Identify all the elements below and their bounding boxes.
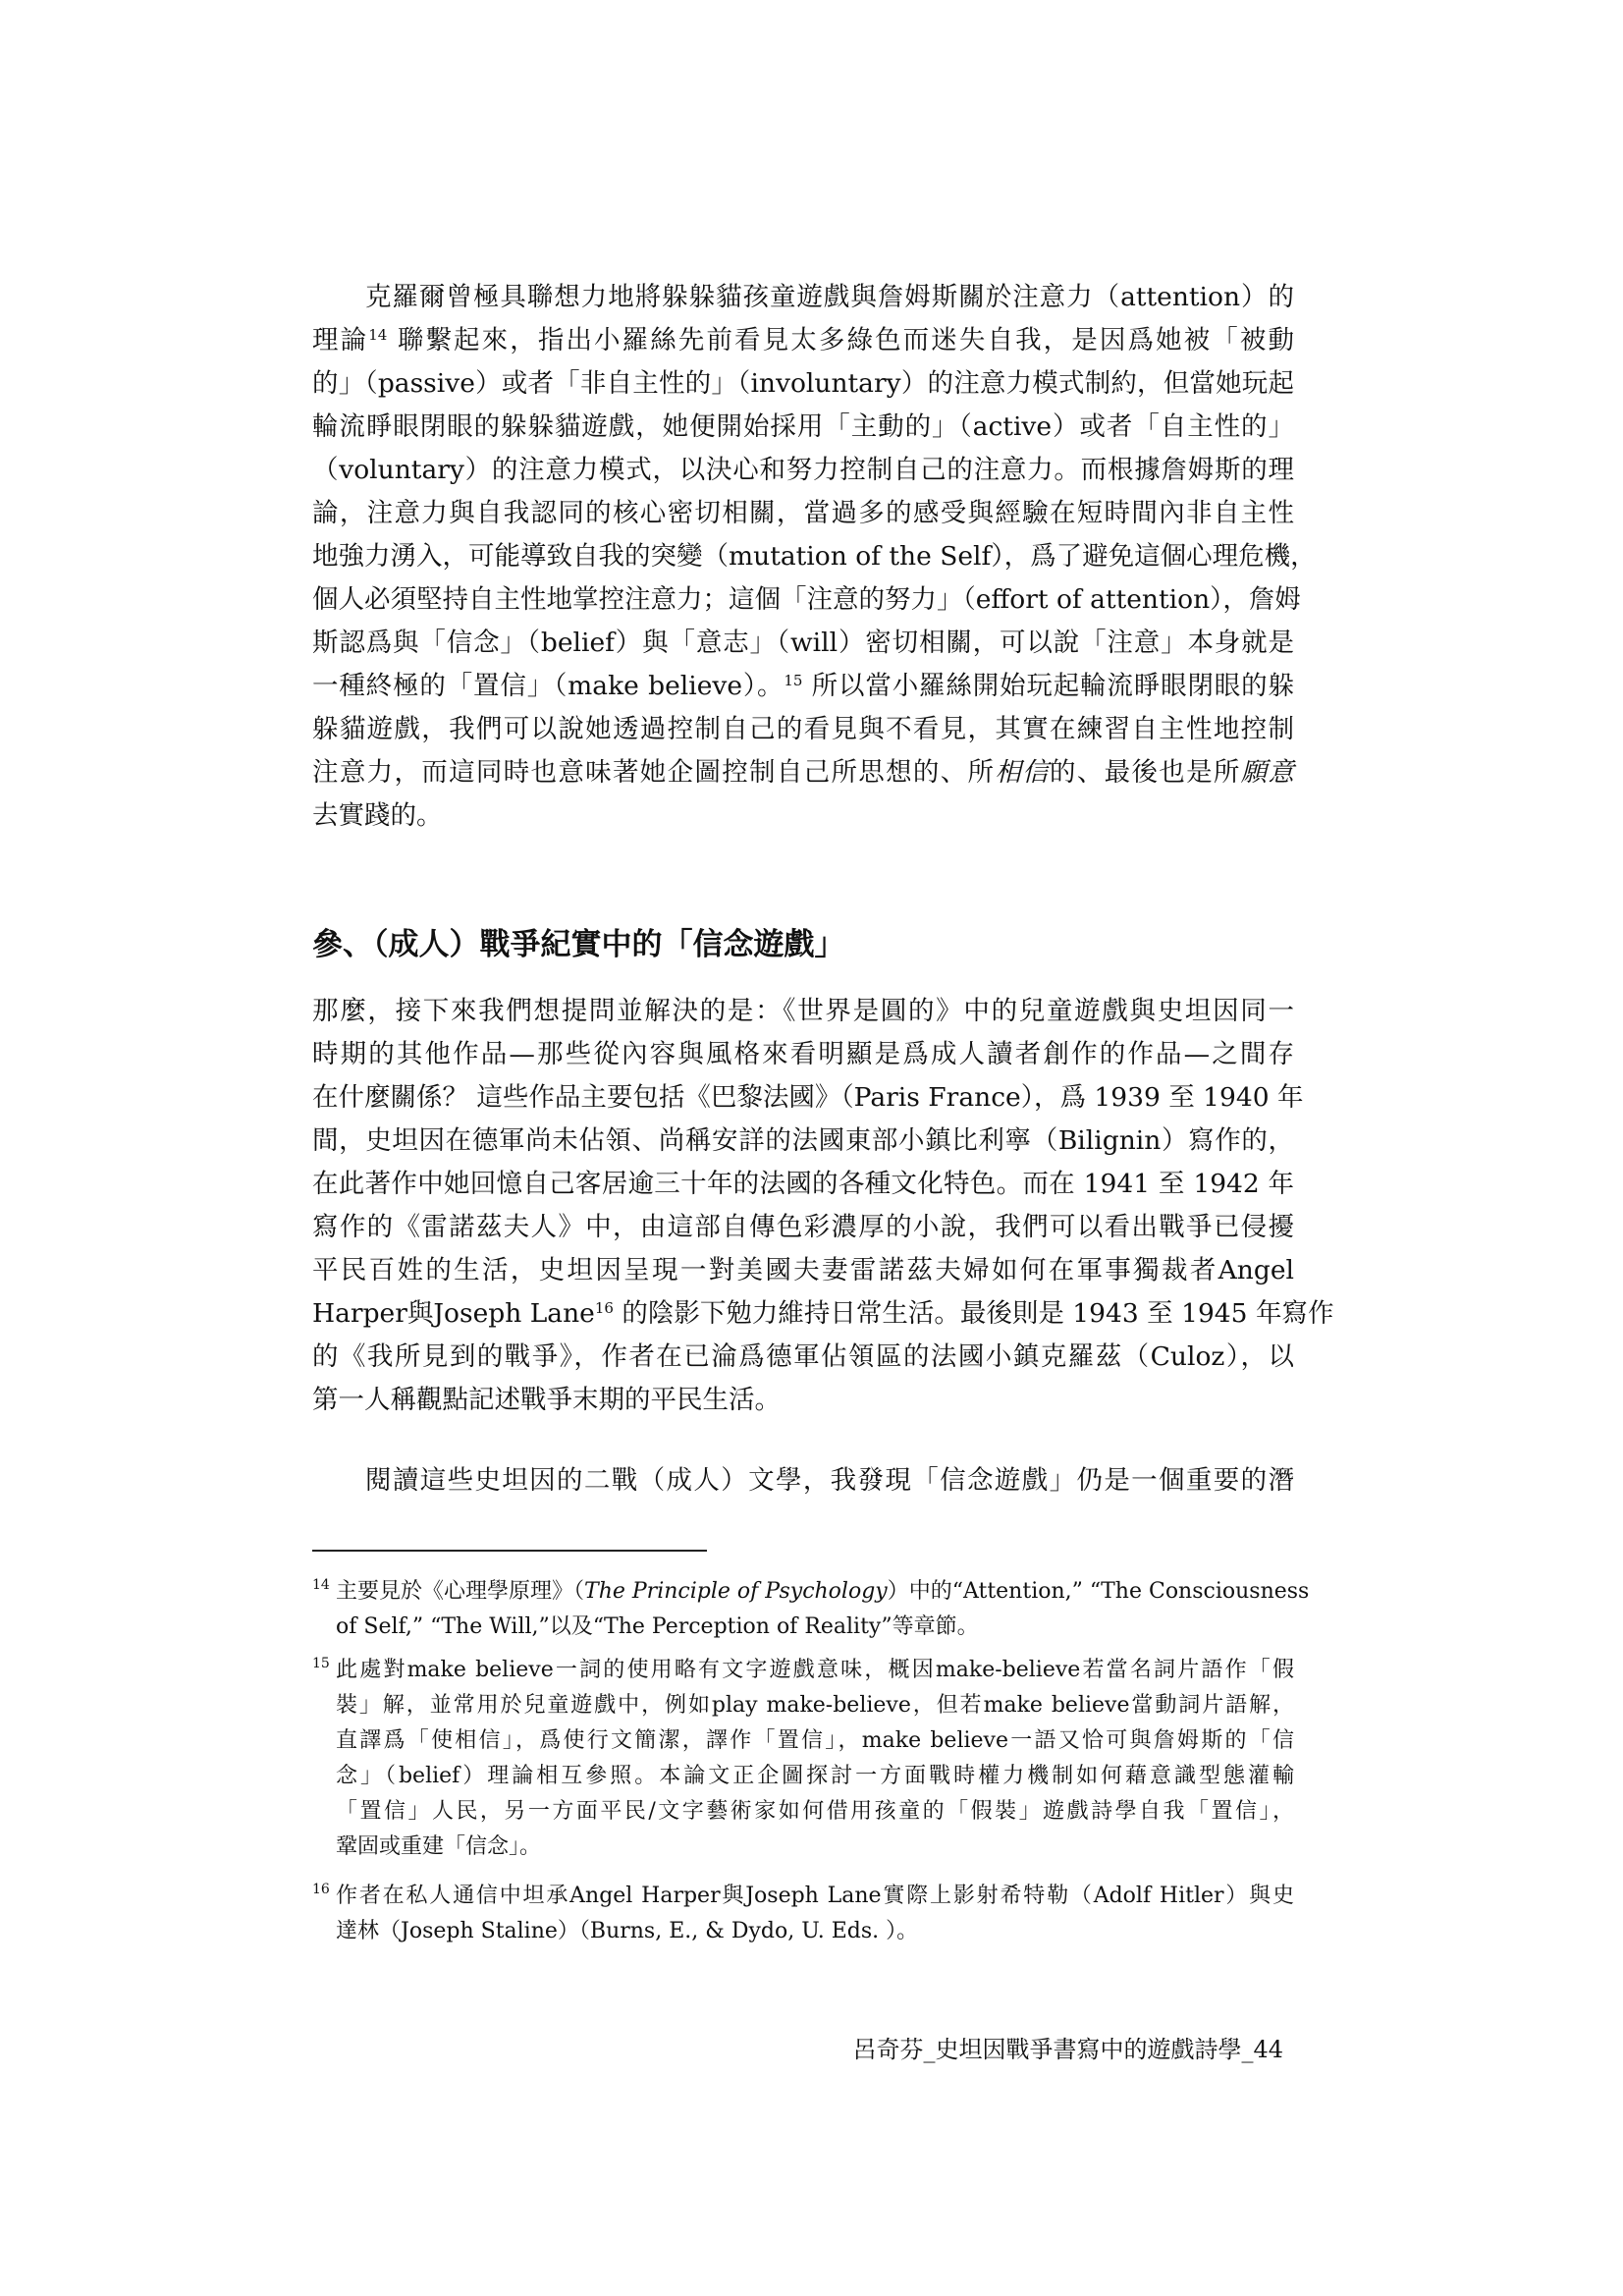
text-line: 平民百姓的生活，史坦因呈現一對美國夫妻雷諾茲夫婦如何在軍事獨裁者Angel — [312, 1255, 1294, 1285]
footnote-line: 達林（Joseph Staline）（Burns, E., & Dydo, U. Eds. ）。 — [336, 1919, 919, 1943]
text-line: 躲貓遊戲，我們可以說她透過控制自己的看見與不看見，其實在練習自主性地控制 — [312, 714, 1294, 744]
footnote-line: 「置信」人民，另一方面平民/文字藝術家如何借用孩童的「假裝」遊戲詩學自我「置信」， — [336, 1799, 1294, 1824]
text-line: 個人必須堅持自主性地掌控注意力；這個「注意的努力」（effort of attention），詹姆 — [312, 584, 1301, 615]
text-line: 一種終極的「置信」（make believe）。$^{15}$ 所以當小羅絲開始玩起輪流睜眼閉眼的躲 — [312, 671, 1294, 701]
footnote-ref-16[interactable]: 16 — [594, 1299, 614, 1317]
footnote-number: 15 — [312, 1656, 330, 1671]
italic-text: 相信 — [995, 757, 1050, 788]
footnote-line: 裝」解，並常用於兒童遊戲中，例如play make-believe，但若make believe當動詞片語解， — [336, 1693, 1294, 1718]
footnote-line: 主要見於《心理學原理》（The Principle of Psychology）中的“Attention,” “The Consciousness — [336, 1579, 1310, 1604]
text-line: 寫作的《雷諾茲夫人》中，由這部自傳色彩濃厚的小說，我們可以看出戰爭已侵擾 — [312, 1212, 1294, 1242]
text-line: 在什麼關係？ 這些作品主要包括《巴黎法國》（Paris France），爲 1939 至 1940 年 — [312, 1082, 1304, 1113]
italic-text: The Principle of Psychology — [584, 1579, 888, 1604]
footnote-ref-14[interactable]: 14 — [368, 326, 388, 344]
text-line: 那麼，接下來我們想提問並解決的是：《世界是圓的》中的兒童遊戲與史坦因同一 — [312, 996, 1294, 1026]
footnote-line: of Self,” “The Will,”以及“The Perception of Reality”等章節。 — [336, 1614, 979, 1639]
text-line: 克羅爾曾極具聯想力地將躲躲貓孩童遊戲與詹姆斯關於注意力（attention）的 — [365, 282, 1294, 312]
italic-text: 願意 — [1240, 757, 1295, 788]
page-footer: 呂奇芬_史坦因戰爭書寫中的遊戲詩學_44 — [852, 2036, 1283, 2063]
text-line: 論，注意力與自我認同的核心密切相關，當過多的感受與經驗在短時間內非自主性 — [312, 498, 1294, 528]
text-line: 注意力，而這同時也意味著她企圖控制自己所思想的、所相信的、最後也是所願意 — [312, 757, 1295, 788]
text-line: 第一人稱觀點記述戰爭末期的平民生活。 — [312, 1385, 781, 1415]
footnote-line: 此處對make believe一詞的使用略有文字遊戲意味，概因make-believe若當名詞片語作「假 — [336, 1658, 1294, 1682]
footnote-line: 直譯爲「使相信」，爲使行文簡潔，譯作「置信」，make believe一語又恰可與詹姆斯的「信 — [336, 1728, 1294, 1753]
text-line: 去實踐的。 — [312, 800, 443, 831]
text-line: 輪流睜眼閉眼的躲躲貓遊戲，她便開始採用「主動的」（active）或者「自主性的」 — [312, 411, 1294, 442]
text-line: （voluntary）的注意力模式，以決心和努力控制自己的注意力。而根據詹姆斯的理 — [312, 455, 1294, 485]
footnote-ref-15[interactable]: 15 — [784, 672, 803, 689]
text-line: 理論$^{14}$ 聯繫起來，指出小羅絲先前看見太多綠色而迷失自我，是因爲她被「被動 — [312, 325, 1295, 355]
footnote-separator — [312, 1550, 707, 1552]
footnote-number: 14 — [312, 1577, 330, 1593]
text-line: 時期的其他作品—那些從內容與風格來看明顯是爲成人讀者創作的作品—之間存 — [312, 1039, 1294, 1069]
text-line: 的《我所見到的戰爭》，作者在已淪爲德軍佔領區的法國小鎮克羅茲（Culoz），以 — [312, 1341, 1294, 1372]
text-line: 斯認爲與「信念」（belief）與「意志」（will）密切相關，可以說「注意」本身就是 — [312, 628, 1294, 658]
section-heading: 參、（成人）戰爭紀實中的「信念遊戲」 — [312, 927, 845, 962]
text-line: Harper與Joseph Lane$^{16}$ 的陰影下勉力維持日常生活。最後則是 1943 至 1945 年寫作 — [312, 1298, 1334, 1329]
footnote-number: 16 — [312, 1882, 330, 1897]
text-line: 在此著作中她回憶自己客居逾三十年的法國的各種文化特色。而在 1941 至 1942 年 — [312, 1169, 1294, 1199]
footnote-line: 作者在私人通信中坦承Angel Harper與Joseph Lane實際上影射希特勒（Adolf Hitler）與史 — [336, 1884, 1294, 1908]
text-line: 地強力湧入，可能導致自我的突變（mutation of the Self），爲了避免這個心理危機， — [312, 541, 1317, 572]
footnote-line: 念」（belief）理論相互參照。本論文正企圖探討一方面戰時權力機制如何藉意識型態灌輸 — [336, 1764, 1294, 1788]
footnote-line: 鞏固或重建「信念」。 — [336, 1834, 542, 1859]
text-line: 間，史坦因在德軍尚未佔領、尚稱安詳的法國東部小鎮比利寧（Bilignin）寫作的， — [312, 1125, 1294, 1156]
text-line: 的」（passive）或者「非自主性的」（involuntary）的注意力模式制約，但當她玩起 — [312, 368, 1294, 399]
text-line: 閱讀這些史坦因的二戰（成人）文學，我發現「信念遊戲」仍是一個重要的潛 — [365, 1465, 1294, 1496]
